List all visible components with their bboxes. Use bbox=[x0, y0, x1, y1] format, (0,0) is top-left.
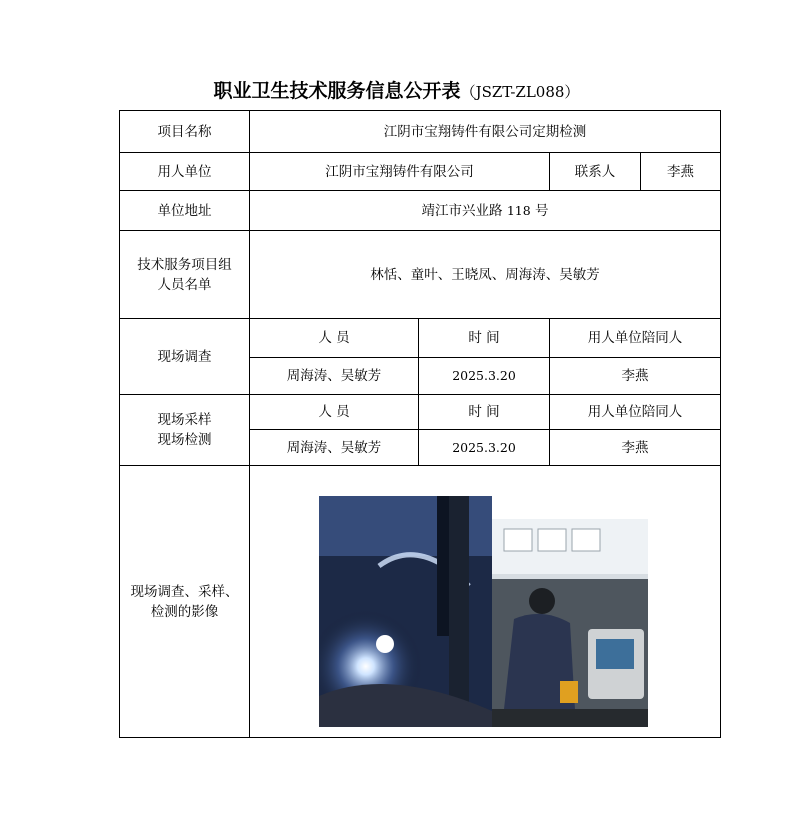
table-row bbox=[120, 111, 721, 153]
survey-label: 现场调查 bbox=[120, 319, 250, 395]
table-row bbox=[120, 191, 721, 231]
survey-time: 2025.3.20 bbox=[419, 358, 550, 395]
title-code: （JSZT-ZL088） bbox=[460, 83, 580, 101]
sampling-label bbox=[120, 395, 250, 466]
photo-area bbox=[250, 467, 720, 737]
welding-photo bbox=[319, 496, 492, 727]
sampling-personnel-header: 人 员 bbox=[250, 395, 419, 430]
table-row bbox=[120, 231, 721, 319]
address-value: 靖江市兴业路 118 号 bbox=[250, 191, 721, 231]
table-row bbox=[120, 466, 721, 738]
project-name-value: 江阴市宝翔铸件有限公司定期检测 bbox=[250, 111, 721, 153]
survey-companion-header: 用人单位陪同人 bbox=[550, 319, 721, 358]
survey-companion: 李燕 bbox=[550, 358, 721, 395]
address-label: 单位地址 bbox=[120, 191, 250, 231]
project-name-label: 项目名称 bbox=[120, 111, 250, 153]
sampling-time-header: 时 间 bbox=[419, 395, 550, 430]
sampling-label-line-1: 现场采样 bbox=[157, 412, 212, 428]
worker-photo-graphic bbox=[492, 519, 648, 727]
info-table bbox=[119, 110, 721, 738]
sampling-personnel: 周海涛、吴敏芳 bbox=[250, 430, 419, 466]
survey-time-header: 时 间 bbox=[419, 319, 550, 358]
sampling-companion: 李燕 bbox=[550, 430, 721, 466]
sampling-label-line-2: 现场检测 bbox=[157, 432, 212, 448]
table-row bbox=[120, 319, 721, 358]
page-title bbox=[0, 76, 793, 103]
team-label: 技术服务项目组人员名单 bbox=[120, 231, 250, 319]
table-row bbox=[120, 153, 721, 191]
welding-photo-graphic bbox=[319, 496, 492, 727]
images-cell bbox=[250, 466, 721, 738]
employer-value: 江阴市宝翔铸件有限公司 bbox=[250, 153, 550, 191]
employer-label: 用人单位 bbox=[120, 153, 250, 191]
worker-photo bbox=[492, 519, 648, 727]
images-label: 现场调查、采样、检测的影像 bbox=[120, 466, 250, 738]
contact-value: 李燕 bbox=[641, 153, 721, 191]
sampling-companion-header: 用人单位陪同人 bbox=[550, 395, 721, 430]
table-row bbox=[120, 395, 721, 430]
contact-label: 联系人 bbox=[550, 153, 641, 191]
title-main: 职业卫生技术服务信息公开表 bbox=[213, 80, 461, 102]
survey-personnel-header: 人 员 bbox=[250, 319, 419, 358]
team-value: 林恬、童叶、王晓凤、周海涛、吴敏芳 bbox=[250, 231, 721, 319]
survey-personnel: 周海涛、吴敏芳 bbox=[250, 358, 419, 395]
sampling-time: 2025.3.20 bbox=[419, 430, 550, 466]
